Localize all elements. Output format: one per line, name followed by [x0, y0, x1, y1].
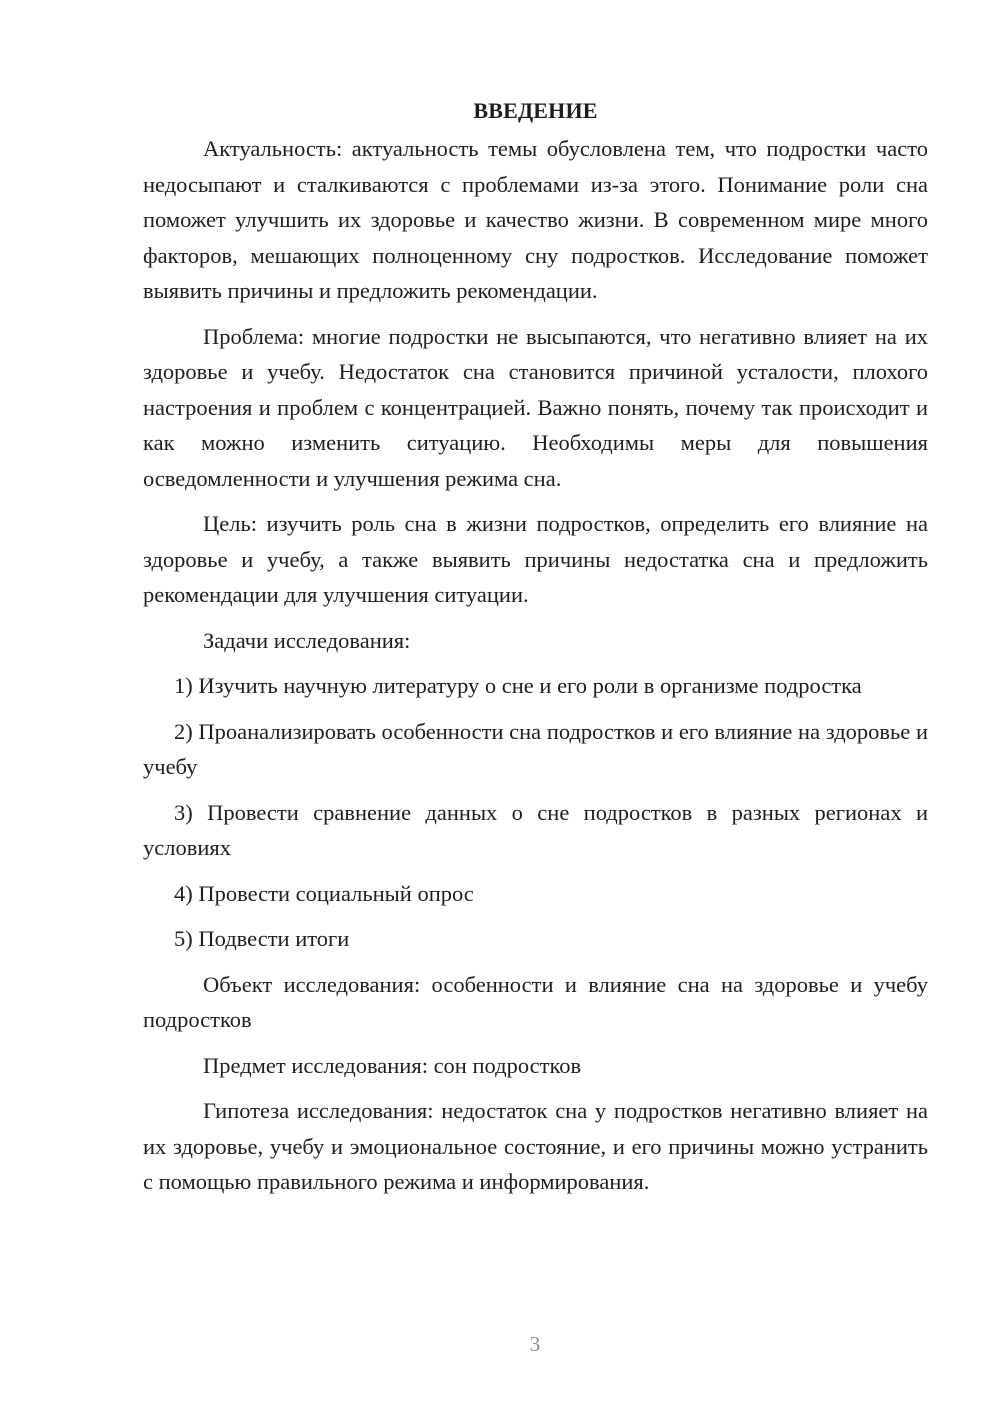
task-item-2: 2) Проанализировать особенности сна подростков и его влияние на здоровье и учебу	[143, 718, 928, 779]
task-item-3: 3) Провести сравнение данных о сне подростков в разных регионах и условиях	[143, 799, 928, 860]
tasks-heading: Задачи исследования:	[203, 627, 411, 653]
paragraph-relevance: Актуальность: актуальность темы обусловлена тем, что подростки часто недосыпают и сталкиваются с проблемами из-за этого. Понимание роли сна поможет улучшить их здоровье и качество жизни. В современном мире много факторов, мешающих полноценному сну подростков. Исследование поможет выявить причины и предложить рекомендации.	[143, 136, 928, 303]
paragraph-goal: Цель: изучить роль сна в жизни подростков, определить его влияние на здоровье и учебу, а также выявить причины недостатка сна и предложить рекомендации для улучшения ситуации.	[143, 511, 928, 607]
paragraph-object: Объект исследования: особенности и влияние сна на здоровье и учебу подростков	[143, 971, 928, 1032]
paragraph-problem: Проблема: многие подростки не высыпаются, что негативно влияет на их здоровье и учебу. Недостаток сна становится причиной усталости, плохого настроения и проблем с концентрацией. Важно понять, почему так происходит и как можно изменить ситуацию. Необходимы меры для повышения осведомленности и улучшения режима сна.	[143, 323, 928, 491]
task-item-1: 1) Изучить научную литературу о сне и его роли в организме подростка	[174, 673, 862, 698]
task-item-4: 4) Провести социальный опрос	[174, 880, 474, 906]
page-title: ВВЕДЕНИЕ	[473, 98, 598, 123]
task-item-5: 5) Подвести итоги	[174, 926, 350, 951]
page-number: 3	[529, 1332, 541, 1356]
page-content	[143, 93, 928, 1210]
paragraph-hypothesis: Гипотеза исследования: недостаток сна у подростков негативно влияет на их здоровье, учебу и эмоциональное состояние, и его причины можно устранить с помощью правильного режима и информирования.	[143, 1098, 928, 1194]
paragraph-subject: Предмет исследования: сон подростков	[203, 1052, 582, 1078]
